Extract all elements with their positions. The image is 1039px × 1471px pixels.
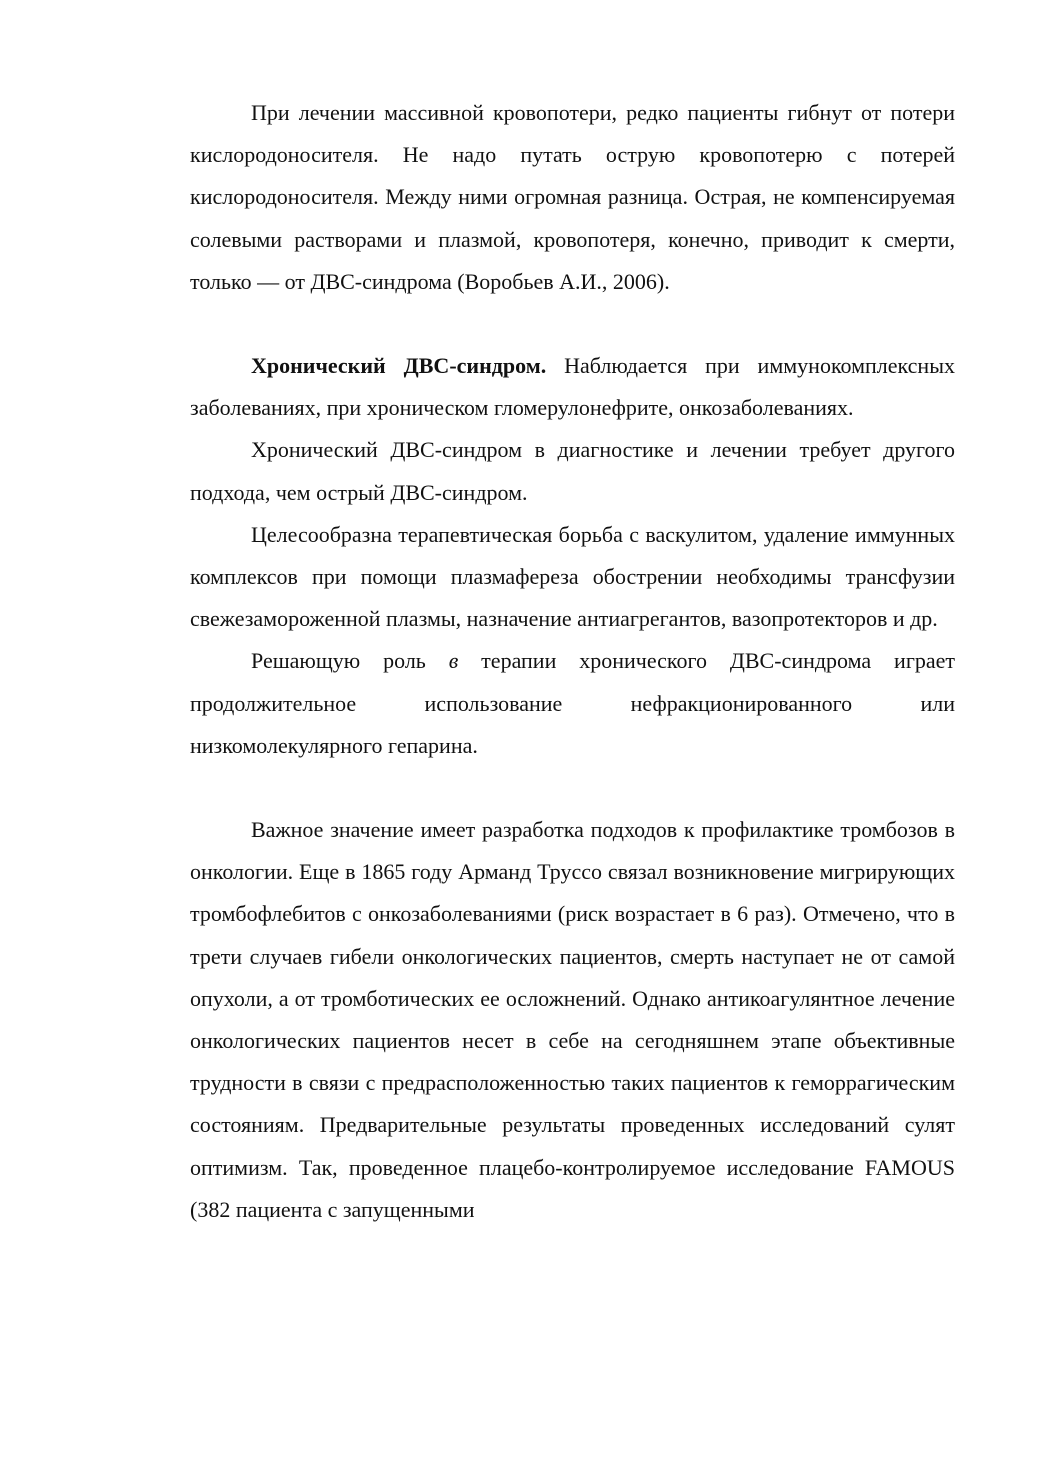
document-page <box>190 92 955 1231</box>
paragraph-vasculitis-therapy: Целесообразна терапевтическая борьба с васкулитом, удаление иммунных комплексов при помощи плазмафереза обострении необходимы трансфузии свежезамороженной плазмы, назначение антиагрегантов, вазопротекторов и др. <box>190 521 955 632</box>
italic-word: в <box>448 648 459 674</box>
paragraph-spacer <box>190 767 955 809</box>
paragraph-text: Решающую роль <box>251 648 449 674</box>
paragraph-text: Наблюдается при иммунокомплексных заболеваниях, при хроническом гломерулонефрите, онкозаболеваниях. <box>190 353 955 421</box>
paragraph-thrombosis-oncology: Важное значение имеет разработка подходов к профилактике тромбозов в онкологии. Еще в 1865 году Арманд Труссо связал возникновение мигрирующих тромбофлебитов с онкозаболеваниями (риск возрастает в 6 раз). Отмечено, что в трети случаев гибели онкологических пациентов, смерть наступает не от самой опухоли, а от тромботических ее осложнений. Однако антикоагулянтное лечение онкологических пациентов несет в себе на сегодняшнем этапе объективные трудности в связи с предрасположенностью таких пациентов к геморрагическим состояниям. Предварительные результаты проведенных исследований сулят оптимизм. Так, проведенное плацебо-контролируемое исследование FAMOUS (382 пациента с запущенными <box>190 817 955 1222</box>
paragraph-chronic-dic <box>190 345 955 429</box>
section-heading: Хронический ДВС-синдром. <box>251 353 547 379</box>
paragraph-text: терапии хронического ДВС-синдрома играет продолжительное использование нефракционированного или низкомолекулярного гепарина. <box>190 648 956 758</box>
paragraph-chronic-dic-approach: Хронический ДВС-синдром в диагностике и лечении требует другого подхода, чем острый ДВС-синдром. <box>190 437 955 505</box>
paragraph-heparin-role <box>190 640 955 767</box>
paragraph-spacer <box>190 303 955 345</box>
paragraph-massive-blood-loss: При лечении массивной кровопотери, редко пациенты гибнут от потери кислородоносителя. Не надо путать острую кровопотерю с потерей кислородоносителя. Между ними огромная разница. Острая, не компенсируемая солевыми растворами и плазмой, кровопотеря, конечно, приводит к смерти, только — от ДВС-синдрома (Воробьев А.И., 2006). <box>190 100 955 294</box>
